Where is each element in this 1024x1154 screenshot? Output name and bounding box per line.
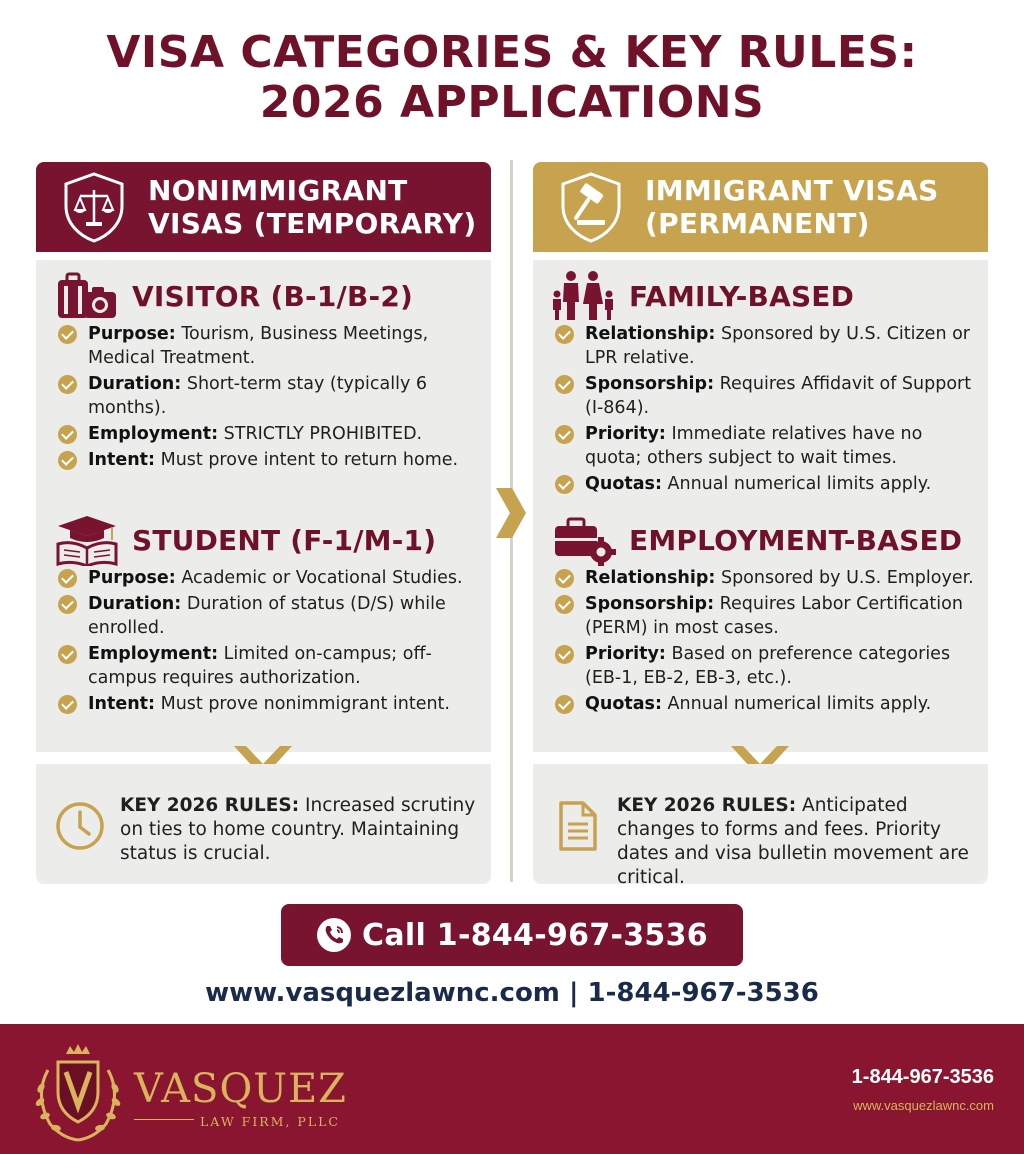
phone-icon — [316, 917, 352, 953]
title-line-1: VISA CATEGORIES & KEY RULES: — [106, 27, 918, 78]
check-icon — [58, 375, 77, 394]
call-label: Call 1-844-967-3536 — [362, 917, 708, 953]
check-icon — [58, 569, 77, 588]
student-title: STUDENT (F-1/M-1) — [132, 523, 437, 557]
student-heading — [36, 514, 491, 566]
brand-name: VASQUEZ — [134, 1066, 347, 1112]
check-icon — [555, 695, 574, 714]
rules-text: KEY 2026 RULES: Anticipated changes to forms and fees. Priority dates and visa bulletin movement are critical. — [617, 795, 969, 888]
check-icon — [555, 325, 574, 344]
student-section — [36, 514, 491, 718]
list-item: Sponsorship: Requires Affidavit of Support (I-864). — [555, 372, 980, 420]
nonimmigrant-column — [36, 162, 491, 884]
footer — [0, 1024, 1024, 1154]
employment-title: EMPLOYMENT-BASED — [629, 523, 963, 557]
immigrant-rules — [533, 764, 988, 888]
chevron-right-icon — [492, 488, 528, 538]
clock-icon — [54, 800, 106, 852]
list-item: Purpose: Academic or Vocational Studies. — [58, 566, 483, 590]
check-icon — [58, 451, 77, 470]
check-icon — [555, 425, 574, 444]
brand-subtitle: LAW FIRM, PLLC — [200, 1114, 340, 1129]
nonimmigrant-title: NONIMMIGRANT VISAS (TEMPORARY) — [148, 174, 477, 240]
visitor-heading — [36, 270, 491, 322]
family-icon — [551, 270, 617, 322]
list-item: Employment: Limited on-campus; off-campus requires authorization. — [58, 642, 483, 690]
page-title — [0, 28, 1024, 128]
graduation-book-icon — [54, 514, 120, 566]
brand-rule — [134, 1119, 194, 1120]
check-icon — [58, 425, 77, 444]
website-phone-line[interactable]: www.vasquezlawnc.com | 1-844-967-3536 — [205, 978, 819, 1008]
check-icon — [58, 595, 77, 614]
check-icon — [58, 695, 77, 714]
list-item: Relationship: Sponsored by U.S. Citizen or LPR relative. — [555, 322, 980, 370]
immigrant-body — [533, 260, 988, 752]
nonimmigrant-rules — [36, 764, 491, 884]
rules-text: KEY 2026 RULES: Increased scrutiny on ties to home country. Maintaining status is crucial. — [120, 795, 476, 864]
family-list — [533, 322, 988, 496]
check-icon — [555, 645, 574, 664]
list-item: Intent: Must prove intent to return home. — [58, 448, 483, 472]
visitor-section — [36, 270, 491, 474]
immigrant-column — [533, 162, 988, 888]
list-item: Employment: STRICTLY PROHIBITED. — [58, 422, 483, 446]
document-icon — [551, 800, 603, 852]
gavel-shield-icon — [555, 170, 627, 244]
list-item: Quotas: Annual numerical limits apply. — [555, 472, 980, 496]
list-item: Priority: Based on preference categories (EB-1, EB-2, EB-3, etc.). — [555, 642, 980, 690]
list-item: Intent: Must prove nonimmigrant intent. — [58, 692, 483, 716]
visitor-list — [36, 322, 491, 472]
briefcase-gear-icon — [551, 514, 617, 566]
family-section — [533, 270, 988, 498]
employment-section — [533, 514, 988, 718]
employment-list — [533, 566, 988, 716]
immigrant-header — [533, 162, 988, 252]
call-button[interactable] — [281, 904, 743, 966]
footer-website[interactable]: www.vasquezlawnc.com — [853, 1098, 994, 1113]
list-item: Relationship: Sponsored by U.S. Employer. — [555, 566, 980, 590]
list-item: Quotas: Annual numerical limits apply. — [555, 692, 980, 716]
list-item: Purpose: Tourism, Business Meetings, Medical Treatment. — [58, 322, 483, 370]
family-heading — [533, 270, 988, 322]
check-icon — [555, 475, 574, 494]
list-item: Duration: Duration of status (D/S) while enrolled. — [58, 592, 483, 640]
luggage-camera-icon — [54, 270, 120, 322]
nonimmigrant-header — [36, 162, 491, 252]
family-title: FAMILY-BASED — [629, 279, 855, 313]
check-icon — [555, 595, 574, 614]
list-item: Duration: Short-term stay (typically 6 months). — [58, 372, 483, 420]
visitor-title: VISITOR (B-1/B-2) — [132, 279, 413, 313]
firm-logo-icon — [26, 1040, 130, 1144]
check-icon — [555, 569, 574, 588]
check-icon — [58, 325, 77, 344]
list-item: Priority: Immediate relatives have no quota; others subject to wait times. — [555, 422, 980, 470]
check-icon — [58, 645, 77, 664]
nonimmigrant-body — [36, 260, 491, 752]
scales-shield-icon — [58, 170, 130, 244]
list-item: Sponsorship: Requires Labor Certification (PERM) in most cases. — [555, 592, 980, 640]
title-line-2: 2026 APPLICATIONS — [259, 77, 765, 128]
check-icon — [555, 375, 574, 394]
immigrant-title: IMMIGRANT VISAS (PERMANENT) — [645, 174, 939, 240]
student-list — [36, 566, 491, 716]
employment-heading — [533, 514, 988, 566]
footer-phone[interactable]: 1-844-967-3536 — [851, 1066, 994, 1088]
